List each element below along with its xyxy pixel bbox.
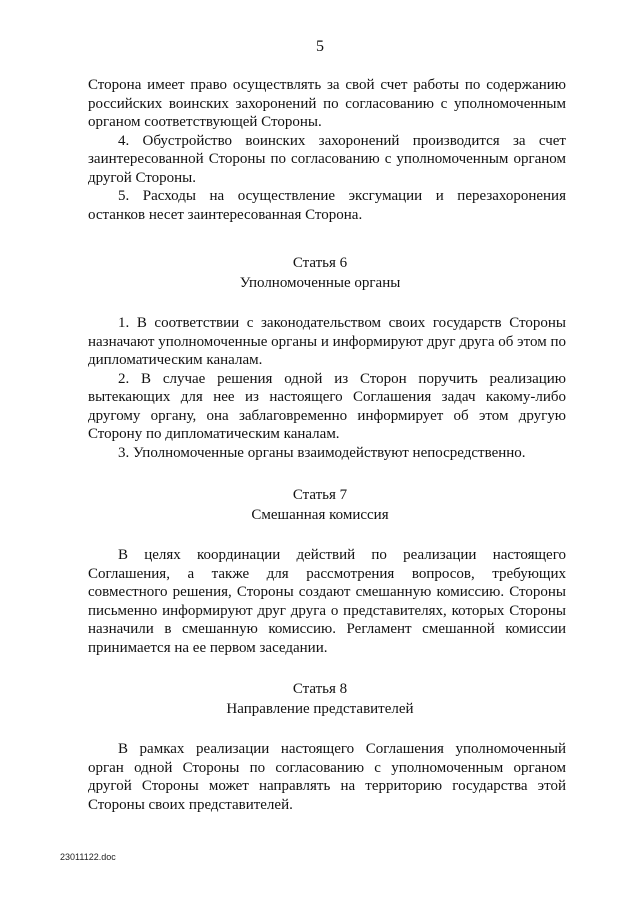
article-8-body <box>88 740 566 814</box>
article-6-clause-3: 3. Уполномоченные органы взаимодействуют непосредственно. <box>118 444 526 461</box>
article-6-clause-2: 2. В случае решения одной из Сторон поручить реализацию вытекающих для нее из настоящего Соглашения задач какому-либо другому органу, она заблаговременно информирует об этом другую Сторону по дипломатическим каналам. <box>88 370 566 442</box>
paragraph-clause-5: 5. Расходы на осуществление эксгумации и перезахоронения останков несет заинтересованная Сторона. <box>88 188 566 223</box>
article-8-paragraph: В рамках реализации настоящего Соглашения уполномоченный орган одной Стороны по согласованию с уполномоченным органом другой Стороны может направлять на территорию государства этой Стороны своих представителей. <box>88 741 566 813</box>
paragraph-clause-4: 4. Обустройство воинских захоронений производится за счет заинтересованной Стороны по согласованию с уполномоченным органом другой Стороны. <box>88 132 566 186</box>
article-7-number: Статья 7 <box>292 487 348 503</box>
article-7-title: Смешанная комиссия <box>251 507 389 523</box>
article-7-paragraph: В целях координации действий по реализации настоящего Соглашения, а также для рассмотрения вопросов, требующих совместного решения, Стороны создают смешанную комиссию. Стороны письменно информируют друг друга о представителях, которых Стороны назначили в смешанную комиссию. Регламент смешанной комиссии принимается на ее первом заседании. <box>88 547 566 656</box>
article-6-number: Статья 6 <box>292 255 348 271</box>
article-6-clause-1: 1. В соответствии с законодательством своих государств Стороны назначают уполномоченные органы и информируют друг друга об этом по дипломатическим каналам. <box>88 315 566 368</box>
article-6-body <box>88 314 566 462</box>
page-number: 5 <box>316 38 324 55</box>
article-8-title: Направление представителей <box>226 701 414 717</box>
paragraph-continuation: Сторона имеет право осуществлять за свой счет работы по содержанию российских воинских захоронений по согласованию с уполномоченным органом соответствующей Стороны. <box>88 77 566 130</box>
article-6-title: Уполномоченные органы <box>239 275 401 291</box>
article-8-number: Статья 8 <box>292 681 348 697</box>
article-7-body <box>88 546 566 657</box>
intro-section <box>88 76 566 224</box>
footer-filename: 23011122.doc <box>60 852 116 862</box>
